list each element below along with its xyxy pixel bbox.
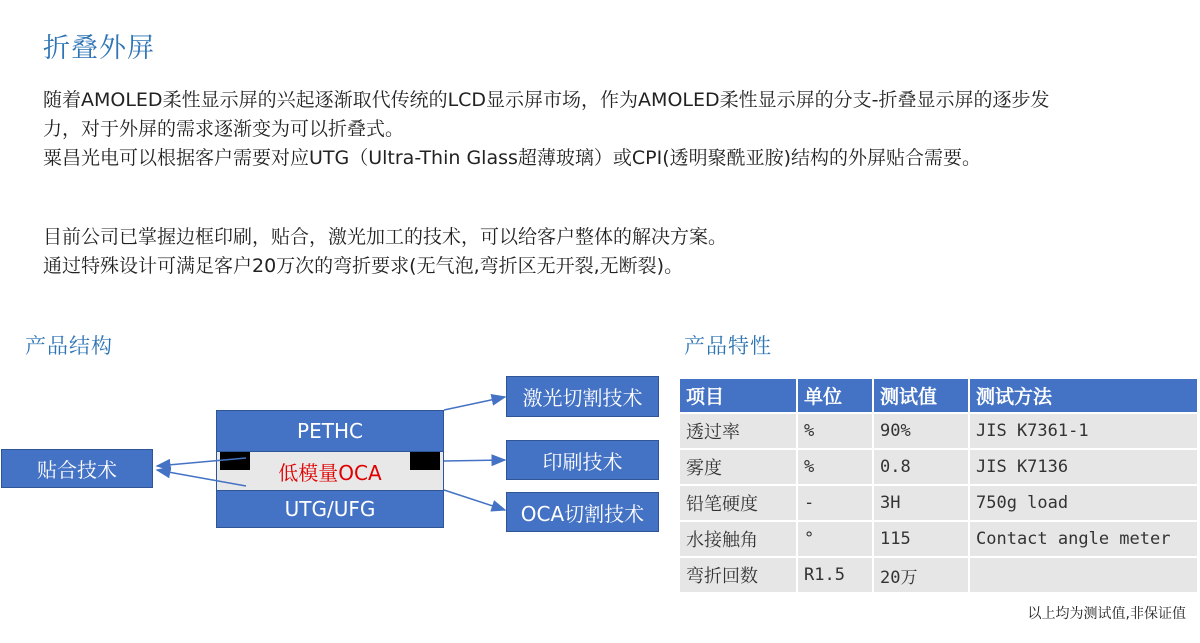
cell-method: JIS K7361-1 <box>970 414 1197 448</box>
label-laser-cutting: 激光切割技术 <box>506 376 659 417</box>
properties-title: 产品特性 <box>684 334 772 358</box>
table-row <box>680 414 1197 448</box>
table-row <box>680 486 1197 520</box>
intro-paragraph-1: 随着AMOLED柔性显示屏的兴起逐渐取代传统的LCD显示屏市场，作为AMOLED柔性显示屏的分支-折叠显示屏的逐步发力，对于外屏的需求逐渐变为可以折叠式。 <box>43 89 1050 140</box>
arrow-to-laser-cutting <box>444 397 505 410</box>
table-row <box>680 522 1197 556</box>
cell-method: 750g load <box>970 486 1197 520</box>
page-title: 折叠外屏 <box>43 33 155 64</box>
cell-item: 铅笔硬度 <box>680 486 796 520</box>
header-method: 测试方法 <box>970 379 1197 412</box>
arrow-from-oca-bottom <box>157 470 246 486</box>
label-oca-cutting: OCA切割技术 <box>506 492 659 532</box>
cell-unit: ° <box>798 522 872 556</box>
header-unit: 单位 <box>798 379 872 412</box>
cell-unit: % <box>798 414 872 448</box>
cell-unit: - <box>798 486 872 520</box>
intro-paragraph-4: 通过特殊设计可满足客户20万次的弯折要求(无气泡,弯折区无开裂,无断裂)。 <box>43 255 684 277</box>
intro-paragraph-3: 目前公司已掌握边框印刷，贴合，激光加工的技术，可以给客户整体的解决方案。 <box>43 226 728 248</box>
cell-item: 透过率 <box>680 414 796 448</box>
label-lamination: 贴合技术 <box>1 449 153 488</box>
cell-item: 水接触角 <box>680 522 796 556</box>
cell-method: Contact angle meter <box>970 522 1197 556</box>
footnote: 以上均为测试值,非保证值 <box>1027 606 1186 622</box>
header-item: 项目 <box>680 379 796 412</box>
cell-value: 20万 <box>874 558 968 592</box>
arrow-from-oca-top <box>157 458 246 466</box>
cell-method <box>970 558 1197 592</box>
arrow-to-oca-cutting <box>444 490 505 510</box>
table-row <box>680 558 1197 592</box>
cell-item: 雾度 <box>680 450 796 484</box>
table-header-row <box>680 379 1197 412</box>
cell-value: 3H <box>874 486 968 520</box>
layer-utg: UTG/UFG <box>216 490 444 528</box>
intro-paragraph-2: 粟昌光电可以根据客户需要对应UTG（Ultra-Thin Glass超薄玻璃）或CPI(透明聚酰亚胺)结构的外屏贴合需要。 <box>43 147 982 169</box>
table-row <box>680 450 1197 484</box>
cell-value: 0.8 <box>874 450 968 484</box>
header-value: 测试值 <box>874 379 968 412</box>
properties-table <box>678 377 1199 594</box>
cell-value: 115 <box>874 522 968 556</box>
cell-unit: R1.5 <box>798 558 872 592</box>
layer-pethc: PETHC <box>216 410 444 452</box>
cell-unit: % <box>798 450 872 484</box>
cell-method: JIS K7136 <box>970 450 1197 484</box>
structure-title: 产品结构 <box>25 334 113 358</box>
cell-value: 90% <box>874 414 968 448</box>
arrow-to-printing <box>444 460 505 461</box>
label-printing: 印刷技术 <box>506 440 659 480</box>
cell-item: 弯折回数 <box>680 558 796 592</box>
layer-oca-label: 低模量OCA <box>278 460 382 485</box>
